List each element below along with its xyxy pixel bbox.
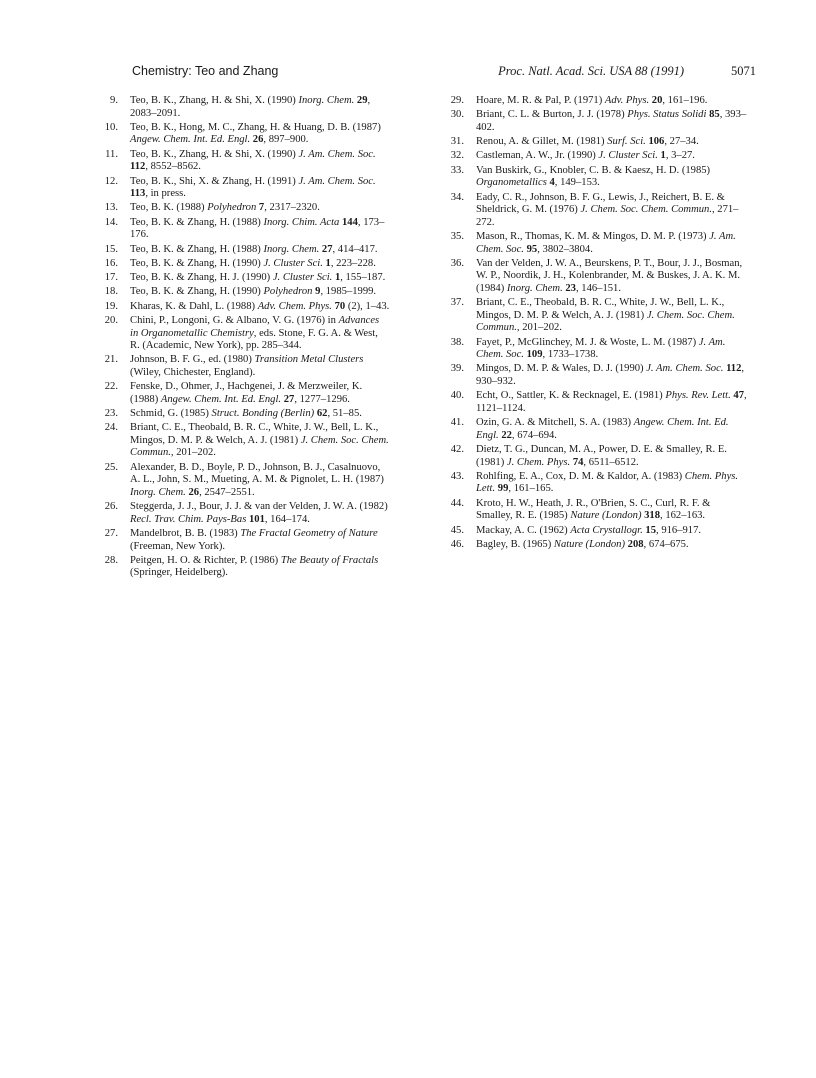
reference-source: Nature (London): [570, 510, 642, 522]
reference-source: Angew. Chem. Int. Ed. Engl.: [130, 134, 251, 146]
section-title: Chemistry: Teo and Zhang: [132, 64, 279, 78]
reference-source: Advances in Organometallic Chemistry: [130, 315, 380, 339]
reference-source: The Fractal Geometry of Nature: [240, 528, 378, 539]
reference-pages: , 201–202.: [170, 447, 216, 459]
reference-volume: 1: [657, 150, 666, 162]
reference-volume: 101: [246, 513, 265, 525]
reference-source: Polyhedron: [263, 286, 313, 298]
reference-number: 41.: [450, 417, 464, 429]
reference-source: Chem. Phys. Lett.: [476, 470, 739, 495]
reference-item: [84, 244, 390, 257]
reference-item: [84, 462, 390, 500]
reference-item: [84, 501, 390, 526]
reference-source: J. Cluster Sci.: [263, 257, 323, 269]
reference-pages: (Springer, Heidelberg).: [130, 567, 228, 579]
reference-pages: , 1121–1124.: [476, 390, 747, 414]
reference-authors: Briant, C. L. & Burton, J. J. (1978): [476, 109, 628, 121]
reference-volume: 47: [730, 390, 744, 402]
reference-pages: , 930–932.: [476, 363, 745, 387]
reference-item: [430, 150, 748, 163]
reference-volume: 1: [332, 272, 341, 284]
reference-authors: Hoare, M. R. & Pal, P. (1971): [476, 95, 605, 106]
reference-volume: 144: [339, 216, 358, 228]
reference-pages: (Freeman, New York).: [130, 540, 226, 552]
reference-authors: Renou, A. & Gillet, M. (1981): [476, 136, 608, 148]
reference-number: 15.: [104, 243, 118, 255]
reference-number: 42.: [450, 443, 464, 455]
reference-volume: 208: [625, 538, 644, 550]
reference-pages: , 3802–3804.: [537, 243, 593, 255]
reference-volume: 7: [256, 202, 265, 214]
reference-source: Phys. Status Solidi: [627, 109, 707, 121]
reference-pages: (Wiley, Chichester, England).: [130, 366, 256, 378]
reference-pages: , 162–163.: [660, 510, 706, 522]
reference-source: J. Chem. Soc. Chem. Commun.: [580, 204, 712, 216]
reference-authors: Mandelbrot, B. B. (1983): [130, 528, 241, 539]
reference-pages: , 27–34.: [664, 136, 699, 148]
reference-pages: , 3–27.: [665, 150, 695, 162]
reference-number: 30.: [450, 109, 464, 121]
reference-pages: , 51–85.: [327, 408, 362, 420]
reference-item: [430, 444, 748, 469]
reference-item: [84, 315, 390, 353]
reference-pages: , 173–176.: [130, 216, 385, 241]
reference-number: 14.: [104, 216, 118, 228]
reference-item: [430, 471, 748, 496]
reference-pages: , 161–165.: [508, 483, 554, 495]
reference-volume: 318: [641, 510, 661, 522]
reference-item: [84, 95, 390, 120]
reference-volume: 1: [322, 257, 331, 269]
reference-item: [84, 381, 390, 406]
reference-authors: Chini, P., Longoni, G. & Albano, V. G. (1976) in: [130, 315, 339, 326]
reference-item: [84, 286, 390, 299]
reference-number: 26.: [104, 501, 118, 513]
reference-number: 13.: [104, 202, 118, 214]
reference-pages: , 393–402.: [476, 109, 747, 133]
reference-number: 39.: [450, 363, 464, 375]
reference-authors: Eady, C. R., Johnson, B. F. G., Lewis, J., Reichert, B. E. & Sheldrick, G. M. (1976): [476, 191, 725, 216]
reference-item: [430, 258, 748, 296]
reference-authors: Teo, B. K., Zhang, H. & Shi, X. (1990): [130, 148, 299, 160]
reference-authors: Steggerda, J. J., Bour, J. J. & van der Velden, J. W. A. (1982): [130, 501, 388, 513]
reference-number: 24.: [104, 422, 118, 434]
reference-item: [84, 422, 390, 460]
reference-volume: 15: [642, 524, 657, 536]
reference-volume: 113: [130, 188, 146, 200]
reference-item: [430, 297, 748, 335]
reference-source: Phys. Rev. Lett.: [665, 390, 731, 402]
reference-number: 16.: [104, 257, 118, 269]
reference-item: [84, 354, 390, 379]
reference-item: [430, 539, 748, 552]
reference-item: [84, 149, 390, 174]
reference-source: J. Chem. Soc. Chem. Commun.: [130, 434, 389, 459]
reference-item: [430, 417, 748, 442]
reference-source: Inorg. Chem.: [130, 486, 186, 498]
reference-authors: Teo, B. K. & Zhang, H. (1990): [130, 286, 264, 298]
reference-source: J. Am. Chem. Soc.: [476, 336, 726, 361]
reference-number: 35.: [450, 230, 464, 242]
reference-number: 36.: [450, 257, 464, 269]
reference-source: Angew. Chem. Int. Ed. Engl.: [160, 393, 282, 405]
reference-number: 9.: [110, 95, 118, 106]
reference-number: 34.: [450, 191, 464, 203]
reference-number: 38.: [450, 336, 464, 348]
reference-number: 20.: [104, 315, 118, 326]
reference-pages: , eds. Stone, F. G. A. & West, R. (Academic, New York), pp. 285–344.: [130, 327, 378, 352]
reference-source: Organometallics: [476, 177, 547, 189]
reference-authors: Fayet, P., McGlinchey, M. J. & Woste, L. M. (1987): [476, 336, 699, 348]
reference-authors: Castleman, A. W., Jr. (1990): [476, 150, 599, 162]
reference-source: Struct. Bonding (Berlin): [211, 408, 315, 420]
reference-authors: Teo, B. K. & Zhang, H. J. (1990): [130, 272, 273, 284]
reference-number: 19.: [104, 300, 118, 312]
reference-volume: 62: [314, 408, 328, 420]
reference-pages: , 161–196.: [662, 95, 708, 106]
reference-number: 18.: [104, 286, 118, 298]
reference-pages: , 2547–2551.: [199, 486, 255, 498]
reference-source: Acta Crystallogr.: [570, 524, 643, 536]
reference-authors: Rohlfing, E. A., Cox, D. M. & Kaldor, A. (1983): [476, 470, 685, 482]
reference-source: Inorg. Chem.: [263, 243, 320, 255]
reference-source: Inorg. Chem.: [298, 95, 355, 106]
reference-item: [84, 272, 390, 285]
reference-pages: , in press.: [145, 188, 186, 200]
reference-authors: Johnson, B. F. G., ed. (1980): [130, 354, 255, 366]
reference-item: [430, 363, 748, 388]
reference-volume: 27: [281, 393, 295, 405]
reference-volume: 26: [185, 486, 200, 498]
reference-source: J. Chem. Phys.: [506, 456, 571, 468]
reference-number: 31.: [450, 136, 464, 148]
reference-authors: Ozin, G. A. & Mitchell, S. A. (1983): [476, 417, 634, 429]
reference-item: [430, 390, 748, 415]
reference-pages: , 674–694.: [511, 429, 557, 441]
reference-item: [430, 525, 748, 538]
reference-number: 11.: [105, 148, 118, 160]
reference-number: 44.: [450, 497, 464, 509]
reference-source: J. Chem. Soc. Chem. Commun.: [476, 309, 735, 334]
reference-item: [430, 109, 748, 134]
reference-item: [430, 95, 748, 108]
reference-source: Inorg. Chim. Acta: [263, 216, 340, 228]
reference-source: Recl. Trav. Chim. Pays-Bas: [130, 513, 247, 525]
reference-number: 28.: [104, 554, 118, 566]
reference-number: 37.: [450, 297, 464, 309]
reference-authors: Teo, B. K. (1988): [130, 202, 208, 214]
reference-authors: Teo, B. K., Zhang, H. & Shi, X. (1990): [130, 95, 299, 106]
reference-pages: , 897–900.: [263, 134, 309, 146]
reference-source: Adv. Chem. Phys.: [257, 300, 332, 312]
reference-item: [84, 408, 390, 421]
reference-source: J. Cluster Sci.: [598, 150, 658, 162]
reference-authors: Peitgen, H. O. & Richter, P. (1986): [130, 554, 281, 566]
reference-pages: , 1985–1999.: [320, 286, 377, 298]
reference-volume: 109: [523, 349, 543, 361]
reference-number: 43.: [450, 470, 464, 482]
reference-authors: Teo, B. K., Hong, M. C., Zhang, H. & Huang, D. B. (1987): [130, 121, 381, 133]
reference-item: [430, 231, 748, 256]
reference-authors: Dietz, T. G., Duncan, M. A., Power, D. E. & Smalley, R. E. (1981): [476, 443, 727, 468]
reference-authors: Mingos, D. M. P. & Wales, D. J. (1990): [476, 363, 647, 375]
reference-source: J. Am. Chem. Soc.: [646, 363, 724, 375]
reference-number: 21.: [104, 354, 118, 366]
reference-pages: , 201–202.: [516, 322, 562, 334]
reference-source: J. Cluster Sci.: [272, 272, 333, 284]
reference-authors: Mason, R., Thomas, K. M. & Mingos, D. M. P. (1973): [476, 230, 710, 242]
reference-number: 23.: [104, 408, 118, 420]
journal-citation: Proc. Natl. Acad. Sci. USA 88 (1991): [498, 64, 684, 78]
reference-pages: , 8552–8562.: [145, 161, 201, 173]
reference-number: 27.: [104, 528, 118, 539]
reference-pages: , 271–272.: [476, 204, 739, 228]
reference-number: 10.: [104, 121, 118, 133]
reference-number: 32.: [450, 150, 464, 162]
reference-authors: Kharas, K. & Dahl, L. (1988): [130, 300, 258, 312]
reference-authors: Van der Velden, J. W. A., Beurskens, P. T., Bour, J. J., Bosman, W. P., Noordik, J. H., Kolenbrander, M. & Buskes, J. A. K. M. (1984): [476, 257, 743, 294]
reference-volume: 70: [331, 300, 346, 312]
references-column-left: [84, 95, 390, 582]
reference-pages: , 2317–2320.: [264, 202, 320, 214]
reference-pages: (2), 1–43.: [345, 300, 390, 312]
reference-volume: 112: [723, 363, 742, 375]
reference-pages: , 149–153.: [554, 177, 600, 189]
reference-authors: Briant, C. E., Theobald, B. R. C., White, J. W., Bell, L. K., Mingos, D. M. P. & Welch, A. J. (1981): [476, 297, 725, 321]
reference-source: J. Am. Chem. Soc.: [298, 148, 376, 160]
reference-item: [84, 217, 390, 242]
reference-volume: 22: [498, 429, 512, 441]
reference-item: [84, 258, 390, 271]
reference-volume: 9: [312, 286, 321, 298]
reference-pages: , 414–417.: [332, 243, 378, 255]
reference-number: 46.: [450, 538, 464, 550]
reference-pages: , 916–917.: [656, 524, 702, 536]
reference-volume: 27: [319, 243, 333, 255]
reference-source: Angew. Chem. Int. Ed. Engl.: [476, 417, 729, 441]
reference-source: J. Am. Chem. Soc.: [476, 230, 736, 255]
reference-item: [84, 301, 390, 314]
reference-item: [430, 165, 748, 190]
reference-volume: 20: [649, 95, 663, 106]
reference-pages: , 155–187.: [340, 272, 386, 284]
reference-item: [84, 202, 390, 215]
reference-authors: Teo, B. K., Shi, X. & Zhang, H. (1991): [130, 175, 299, 187]
reference-pages: , 164–174.: [264, 513, 310, 525]
reference-number: 33.: [450, 164, 464, 176]
page-number: 5071: [731, 64, 756, 78]
references-column-right: [430, 95, 748, 553]
reference-authors: Teo, B. K. & Zhang, H. (1988): [130, 243, 264, 255]
reference-authors: Van Buskirk, G., Knobler, C. B. & Kaesz, H. D. (1985): [476, 164, 711, 176]
reference-source: Transition Metal Clusters: [254, 354, 364, 366]
reference-authors: Echt, O., Sattler, K. & Recknagel, E. (1981): [476, 390, 666, 402]
reference-volume: 29: [354, 95, 368, 106]
reference-number: 12.: [104, 175, 118, 187]
reference-authors: Mackay, A. C. (1962): [476, 524, 571, 536]
reference-item: [84, 528, 390, 553]
reference-volume: 4: [546, 177, 555, 189]
reference-pages: , 1277–1296.: [294, 393, 350, 405]
reference-authors: Teo, B. K. & Zhang, H. (1988): [130, 216, 264, 228]
reference-authors: Kroto, H. W., Heath, J. R., O'Brien, S. C., Curl, R. F. & Smalley, R. E. (1985): [476, 497, 711, 522]
reference-pages: , 2083–2091.: [130, 95, 371, 119]
reference-number: 40.: [450, 390, 464, 402]
reference-item: [84, 122, 390, 147]
reference-pages: , 223–228.: [330, 257, 376, 269]
reference-item: [430, 136, 748, 149]
reference-authors: Teo, B. K. & Zhang, H. (1990): [130, 257, 264, 269]
reference-pages: , 146–151.: [575, 282, 621, 294]
running-header: [132, 64, 756, 82]
reference-volume: 99: [495, 483, 509, 495]
reference-pages: , 6511–6512.: [583, 456, 639, 468]
reference-number: 45.: [450, 524, 464, 536]
reference-authors: Alexander, B. D., Boyle, P. D., Johnson, B. J., Casalnuovo, A. L., John, S. M., Mueting, A. M. & Pignolet, L. H. (1987): [130, 461, 384, 486]
reference-source: Inorg. Chem.: [506, 282, 563, 294]
reference-number: 22.: [104, 381, 118, 393]
reference-item: [430, 337, 748, 362]
reference-item: [430, 498, 748, 523]
reference-volume: 26: [250, 134, 264, 146]
reference-pages: , 1733–1738.: [542, 349, 599, 361]
reference-number: 17.: [104, 272, 118, 284]
reference-number: 29.: [450, 95, 464, 106]
reference-pages: , 674–675.: [643, 538, 689, 550]
reference-volume: 23: [562, 282, 576, 294]
reference-source: Surf. Sci.: [607, 136, 646, 148]
reference-item: [84, 555, 390, 580]
reference-volume: 74: [570, 456, 584, 468]
reference-number: 25.: [104, 461, 118, 473]
reference-source: J. Am. Chem. Soc.: [298, 175, 376, 187]
reference-volume: 106: [645, 136, 665, 148]
reference-volume: 95: [523, 243, 538, 255]
reference-source: Nature (London): [553, 538, 625, 550]
reference-volume: 112: [130, 161, 146, 173]
reference-volume: 85: [706, 109, 720, 121]
reference-source: The Beauty of Fractals: [280, 554, 379, 566]
reference-source: Adv. Phys.: [604, 95, 650, 106]
reference-authors: Schmid, G. (1985): [130, 408, 212, 420]
reference-item: [84, 176, 390, 201]
reference-authors: Briant, C. E., Theobald, B. R. C., White, J. W., Bell, L. K., Mingos, D. M. P. & Welch, A. J. (1981): [130, 422, 379, 446]
reference-authors: Bagley, B. (1965): [476, 538, 554, 550]
reference-item: [430, 192, 748, 230]
reference-source: Polyhedron: [207, 202, 257, 214]
reference-authors: Fenske, D., Ohmer, J., Hachgenei, J. & Merzweiler, K. (1988): [130, 381, 363, 405]
